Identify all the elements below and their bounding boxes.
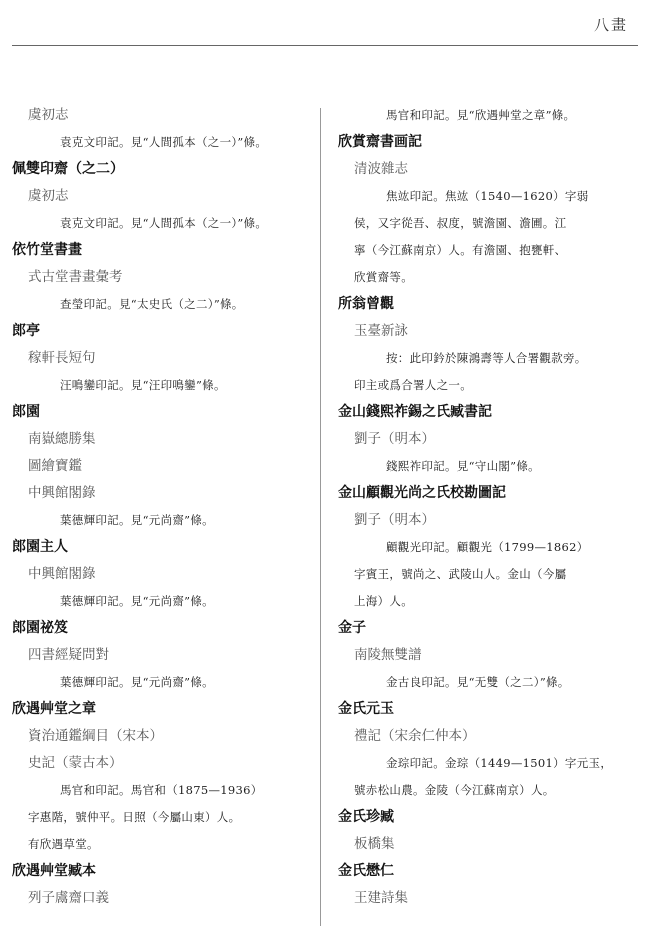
book-title: 資治通鑑綱目（宋本）: [28, 728, 163, 744]
book-title: 稼軒長短句: [28, 350, 96, 366]
book-title: 清波雜志: [354, 161, 408, 177]
annotation-continuation: 字惠階，號仲平。日照（今屬山東）人。: [28, 810, 241, 824]
seal-heading: 金氏懋仁: [338, 863, 394, 879]
book-title: 南陵無雙譜: [354, 647, 422, 663]
annotation-note: 金古良印記。見“无雙（之二）”條。: [386, 675, 570, 689]
seal-heading: 依竹堂書畫: [12, 242, 82, 258]
seal-heading: 金氏珍臧: [338, 809, 394, 825]
seal-heading: 金山顧觀光尚之氏校勘圖記: [338, 485, 506, 501]
book-title: 虞初志: [28, 107, 69, 123]
annotation-note: 馬官和印記。馬官和（1875—1936）: [60, 783, 263, 797]
annotation-note: 按：此印鈐於陳鴻壽等人合署觀款旁。: [386, 351, 587, 365]
column-divider: [320, 108, 321, 926]
annotation-continuation: 印主或爲合署人之一。: [354, 378, 472, 392]
seal-heading: 所翁曾觀: [338, 296, 394, 312]
annotation-note: 汪鳴鑾印記。見“汪印鳴鑾”條。: [60, 378, 226, 392]
book-title: 劉子（明本）: [354, 431, 435, 447]
annotation-continuation: 字賓王，號尚之、武陵山人。金山（今屬: [354, 567, 567, 581]
seal-heading: 金山錢熙祚錫之氏臧書記: [338, 404, 492, 420]
annotation-note: 顧觀光印記。顧觀光（1799—1862）: [386, 540, 589, 554]
seal-heading: 郎亭: [12, 323, 40, 339]
book-title: 王建詩集: [354, 890, 408, 906]
book-title: 四書經疑問對: [28, 647, 109, 663]
annotation-note: 馬官和印記。見“欣遇艸堂之章”條。: [386, 108, 576, 122]
book-title: 玉臺新詠: [354, 323, 408, 339]
seal-heading: 欣遇艸堂之章: [12, 701, 96, 717]
book-title: 禮記（宋余仁仲本）: [354, 728, 476, 744]
annotation-continuation: 欣賞齋等。: [354, 270, 413, 284]
seal-heading: 郎園主人: [12, 539, 68, 555]
book-title: 中興館閣錄: [28, 566, 96, 582]
book-title: 式古堂書畫彙考: [28, 269, 123, 285]
seal-heading: 金子: [338, 620, 366, 636]
seal-heading: 佩雙印齋（之二）: [12, 161, 124, 177]
left-column: [12, 102, 312, 912]
right-column: [338, 102, 638, 912]
annotation-continuation: 寧（今江蘇南京）人。有澹園、抱甕軒、: [354, 243, 567, 257]
book-title: 板橋集: [354, 836, 395, 852]
annotation-note: 葉德輝印記。見“元尚齋”條。: [60, 513, 214, 527]
annotation-note: 查瑩印記。見“太史氏（之二）”條。: [60, 297, 244, 311]
annotation-continuation: 有欣遇草堂。: [28, 837, 99, 851]
annotation-note: 錢熙祚印記。見“守山閣”條。: [386, 459, 540, 473]
book-title: 史記（蒙古本）: [28, 755, 123, 771]
annotation-continuation: 侯，又字從吾、叔度，號澹園、澹圃。江: [354, 216, 567, 230]
running-header: 八畫: [593, 16, 628, 34]
annotation-note: 袁克文印記。見“人間孤本（之一）”條。: [60, 216, 268, 230]
annotation-note: 袁克文印記。見“人間孤本（之一）”條。: [60, 135, 268, 149]
annotation-note: 葉德輝印記。見“元尚齋”條。: [60, 675, 214, 689]
book-title: 南嶽總勝集: [28, 431, 96, 447]
seal-heading: 金氏元玉: [338, 701, 394, 717]
book-title: 圖繪寶鑑: [28, 458, 82, 474]
annotation-continuation: 號赤松山農。金陵（今江蘇南京）人。: [354, 783, 555, 797]
seal-heading: 欣遇艸堂臧本: [12, 863, 96, 879]
seal-heading: 郎園祕笈: [12, 620, 68, 636]
book-title: 劉子（明本）: [354, 512, 435, 528]
annotation-note: 焦竑印記。焦竑（1540—1620）字弱: [386, 189, 589, 203]
annotation-note: 金琮印記。金琮（1449—1501）字元玉，: [386, 756, 613, 770]
header-rule: [12, 45, 638, 46]
seal-heading: 欣賞齋書画記: [338, 134, 422, 150]
annotation-note: 葉德輝印記。見“元尚齋”條。: [60, 594, 214, 608]
book-title: 虞初志: [28, 188, 69, 204]
book-title: 列子鬳齋口義: [28, 890, 109, 906]
book-title: 中興館閣錄: [28, 485, 96, 501]
seal-heading: 郎園: [12, 404, 40, 420]
annotation-continuation: 上海）人。: [354, 594, 413, 608]
